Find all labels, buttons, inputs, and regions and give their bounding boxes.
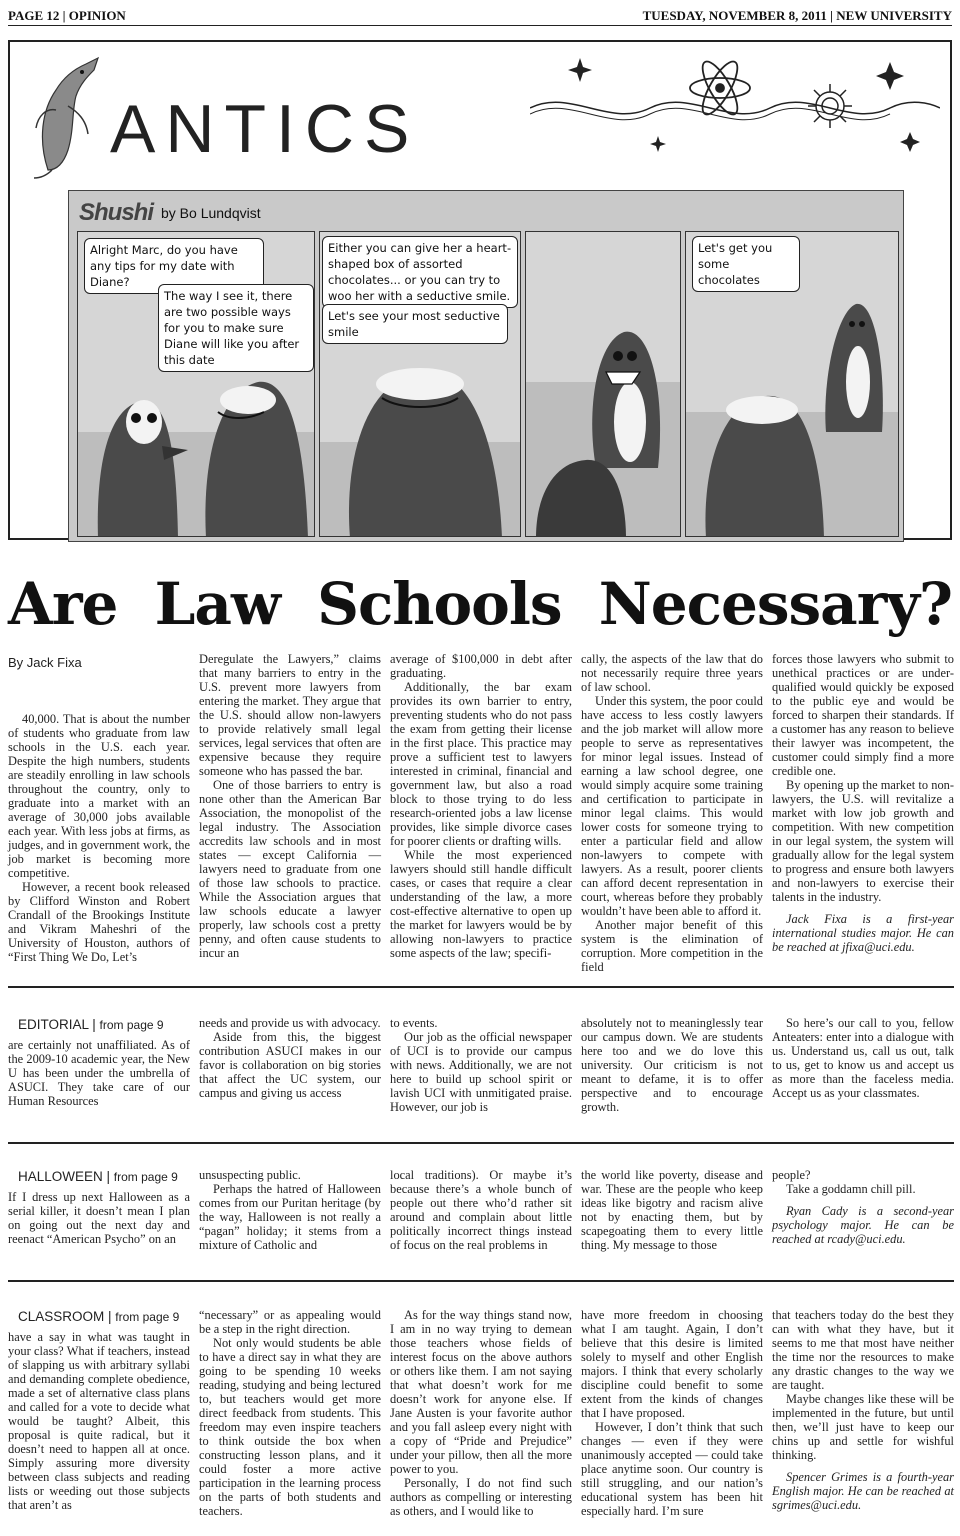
article-column-3 (390, 652, 572, 974)
paragraph: However, I don’t think that such changes — even if they were unanimously accepted — could take place anytime soon. Our country is still struggling, and our nation’s educational system has been hit especially hard. I’m sure (581, 1420, 763, 1518)
article-byline: By Jack Fixa (8, 655, 82, 670)
paragraph: to events. (390, 1016, 438, 1030)
article-body (8, 652, 954, 974)
editorial-column-1 (8, 1016, 190, 1114)
classroom-column-3 (390, 1308, 572, 1518)
comic-logo: Shushi (79, 199, 154, 226)
jump-label: HALLOWEEN | from page 9 (18, 1169, 178, 1184)
speech-bubble: Either you can give her a heart-shaped box of assorted chocolates... or you can try to woo her with a seductive smile. (322, 236, 518, 308)
paragraph: So here’s our call to you, fellow Anteaters: enter into a dialogue with us. Understand us, call us out, talk to us, get to know us and accept us as more than the faceless media. Accept us as your classmates. (772, 1016, 954, 1100)
article-column-1 (8, 652, 190, 974)
author-signature: Spencer Grimes is a fourth-year English major. He can be reached at sgrimes@uci.edu. (772, 1470, 954, 1512)
paragraph: that teachers today do the best they can with what they have, but it seems to me that most have neither the time nor the resources to make any drastic changes to the way we are taught. (772, 1308, 954, 1392)
masthead (8, 6, 952, 26)
headline-word: Law (154, 570, 280, 638)
jump-page: from page 9 (99, 1018, 164, 1032)
paragraph: Our job as the official newspaper of UCI is to provide our campus with news. Additionally, we are not here to build up school spirit or lavish UCI with unmitigated praise. However, our job is (390, 1030, 572, 1114)
comic-panel-3 (525, 231, 681, 537)
paragraph: Aside from this, the biggest contribution ASUCI makes in our favor is collaboration on big stories that affect the UC system, our campus and giving us access (199, 1030, 381, 1100)
paragraph: Under this system, the poor could have access to less costly lawyers and the job market will allow more people to serve as representatives for minor legal issues. Instead of earning a law school degree, one would simply acquire some training and certification to participate in minor legal claims. This would lower costs for someone trying to enter a particular field and allow non-lawyers to compete with lawyers. As a result, poorer clients can afford decent representation in court, whereas before they probably wouldn’t have been able to afford it. (581, 694, 763, 918)
anteater-mascot-icon (28, 50, 108, 180)
headline-word: Are (8, 570, 118, 638)
paragraph: One of those barriers to entry is none other than the American Bar Association, the monopolist of the legal industry. The Association accredits law schools and in most states — except California — lawyers need to graduate from one of those law schools to practice. While the Association argues that law schools educate a lawyer properly, law schools cost a pretty penny, and often cause students to incur an (199, 778, 381, 960)
paragraph: unsuspecting public. (199, 1168, 301, 1182)
comic-byline: by Bo Lundqvist (161, 205, 261, 221)
paragraph: the world like poverty, disease and war. These are the people who keep ideas like bigotry and racism alive not by enacting them, but by scapegoating them to every little thing. My message to those (581, 1168, 763, 1252)
headline-word: Necessary? (598, 570, 952, 638)
jump-name: HALLOWEEN (18, 1169, 103, 1184)
headline-word: Schools (317, 570, 562, 638)
halloween-column-4 (581, 1168, 763, 1252)
paragraph: Additionally, the bar exam provides its own barrier to entry, preventing students who do not pass the exam from getting their license in the first place. This practice may prove a sufficient test to lawyers interested in criminal, financial and government law, but also a road block to those trying to do less research-oriented jobs a law license provides, like simple divorce cases for poorer clients or drafting wills. (390, 680, 572, 848)
classroom-column-4 (581, 1308, 763, 1518)
article-column-4 (581, 652, 763, 974)
jump-page: from page 9 (113, 1170, 178, 1184)
paragraph: “necessary” or as appealing would be a step in the right direction. (199, 1308, 381, 1336)
paragraph: 40,000. That is about the number of students who graduate from law schools in the U.S. each year. Despite the high numbers, students are steadily enrolling in law schools throughout the country, only to graduate into a market with an average of 30,000 jobs available each year. With less jobs at firms, as judges, and in government work, the job market is becoming more competitive. (8, 712, 190, 880)
comic-panel-1 (77, 231, 315, 537)
paragraph: people? (772, 1168, 811, 1182)
comic-panel-4 (685, 231, 899, 537)
editorial-column-3 (390, 1016, 572, 1114)
speech-bubble: Let's get you some chocolates (692, 236, 800, 292)
article-headline (8, 570, 952, 638)
paragraph: Another major benefit of this system is the elimination of corruption. More competition in the field (581, 918, 763, 974)
halloween-column-3 (390, 1168, 572, 1252)
antics-section (8, 40, 952, 540)
paragraph: forces those lawyers who submit to unethical practices or are under-qualified would quickly be exposed to the public eye and would be forced to sharpen their standards. If a customer has any reason to believe their lawyer was incompetent, the customer could simply find a more credible one. (772, 652, 954, 778)
speech-bubble: Alright Marc, do you have any tips for my date with Diane? (84, 238, 264, 294)
antics-title: ANTICS (110, 91, 420, 167)
paragraph: have a say in what was taught in your class? What if teachers, instead of slapping us with arbitrary syllabi and demanding complete obedience, made a set of alternative class plans and called for a vote to decide what would be taught? Albeit, this proposal is quite radical, but it doesn’t need to happen all at once. Simply assuring more diversity between class subjects and reading lists or weeding out those subjects that aren’t as (8, 1330, 190, 1512)
paragraph: Take a goddamn chill pill. (786, 1182, 916, 1196)
paragraph: absolutely not to meaninglessly tear our campus down. We are students here too and we do love this university. Our criticism is not meant to defame, it is to offer perspective and to encourage growth. (581, 1016, 763, 1114)
paragraph: cally, the aspects of the law that do not necessarily require three years of law school. (581, 652, 763, 694)
section-divider (8, 986, 954, 988)
halloween-column-1 (8, 1168, 190, 1252)
paragraph: By opening up the market to non-lawyers, the U.S. will revitalize a market with low job growth and competition. With new competition in our legal system, the system will gradually allow for the legal system to progress and ensure both lawyers and non-lawyers to exercise their talents in the industry. (772, 778, 954, 904)
classroom-column-5 (772, 1308, 954, 1518)
smiling-penguin-icon (526, 232, 681, 537)
speech-bubble: Let's see your most seductive smile (322, 304, 508, 344)
paragraph: Personally, I do not find such authors as compelling or interesting as others, and I would like to (390, 1476, 572, 1518)
jump-name: EDITORIAL (18, 1017, 89, 1032)
comic-header (69, 191, 903, 231)
paragraph: have more freedom in choosing what I am taught. Again, I don’t believe that this desire is limited solely to myself and other English majors. I think that every scholarly discipline could benefit to some extent from the kinds of changes that I have proposed. (581, 1308, 763, 1420)
paragraph: However, a recent book released by Clifford Winston and Robert Crandall of the Brookings Institute and Vikram Maheshri of the University of Houston, authors of “First Thing We Do, Let’s (8, 880, 190, 964)
author-signature: Jack Fixa is a first-year international studies major. He can be reached at jfixa@uci.edu. (772, 912, 954, 954)
section-divider (8, 1280, 954, 1282)
jump-page: from page 9 (115, 1310, 180, 1324)
comic-strip (68, 190, 904, 542)
paragraph: average of $100,000 in debt after graduating. (390, 652, 572, 680)
page-section-label: PAGE 12 | OPINION (8, 8, 126, 23)
issue-date-label: TUESDAY, NOVEMBER 8, 2011 | NEW UNIVERSITY (642, 8, 952, 23)
paragraph: As for the way things stand now, I am in no way trying to demean those teachers whose fields of interest focus on the above authors or others like them. I am not saying that what doesn’t work for me doesn’t work for anyone else. If Jane Austen is your favorite author and you fall asleep every night with a copy of “Pride and Prejudice” under your pillow, then all the more power to you. (390, 1308, 572, 1476)
halloween-column-5 (772, 1168, 954, 1252)
section-divider (8, 1142, 954, 1144)
paragraph: are certainly not unaffiliated. As of the 2009-10 academic year, the New U has been under the umbrella of ASUCI. They take care of our Human Resources (8, 1038, 190, 1108)
classroom-jump (8, 1308, 954, 1518)
paragraph: Deregulate the Lawyers,” claims that many barriers to entry in the U.S. prevent more lawyers from entering the market. They argue that the U.S. should allow non-lawyers to provide relatively small legal services, legal services that often are expensive because they require someone who has passed the bar. (199, 652, 381, 778)
halloween-column-2 (199, 1168, 381, 1252)
editorial-jump (8, 1016, 954, 1114)
paragraph: While the most experienced lawyers should still handle difficult cases, or cases that require a clear understanding of the law, a more cost-effective alternative to open up the market for lawyers would be by allowing non-lawyers to practice some aspects of the law; specifi- (390, 848, 572, 960)
classroom-column-2 (199, 1308, 381, 1518)
atom-star-doodles-icon (530, 48, 940, 168)
paragraph: Perhaps the hatred of Halloween comes from our Puritan heritage (by the way, Halloween is not really a “pagan” holiday; it stems from a mixture of Catholic and (199, 1182, 381, 1252)
jump-label: CLASSROOM | from page 9 (18, 1309, 180, 1324)
editorial-column-2 (199, 1016, 381, 1114)
comic-panel-2 (319, 231, 521, 537)
classroom-column-1 (8, 1308, 190, 1518)
editorial-column-4 (581, 1016, 763, 1114)
editorial-column-5 (772, 1016, 954, 1114)
paragraph: needs and provide us with advocacy. (199, 1016, 381, 1030)
jump-label: EDITORIAL | from page 9 (18, 1017, 164, 1032)
speech-bubble: The way I see it, there are two possible ways for you to make sure Diane will like you after this date (158, 284, 314, 372)
paragraph: Not only would students be able to have a direct say in what they are going to be spending 10 weeks reading, studying and being lectured to, but teachers would get more direct feedback from students. This freedom may even inspire teachers to think outside the box when constructing lesson plans, and it could foster a more active participation in the learning process on the parts of both students and teachers. (199, 1336, 381, 1518)
article-column-2 (199, 652, 381, 974)
author-signature: Ryan Cady is a second-year psychology major. He can be reached at rcady@uci.edu. (772, 1204, 954, 1246)
article-column-5 (772, 652, 954, 974)
paragraph: If I dress up next Halloween as a serial killer, it doesn’t mean I plan on going out the next day and reenact “American Psycho” on an (8, 1190, 190, 1246)
paragraph: local traditions). Or maybe it’s because there’s a whole bunch of people out there who’d rather sit around and complain about little politically incorrect things instead of focus on the real problems in (390, 1168, 572, 1252)
jump-name: CLASSROOM (18, 1309, 105, 1324)
paragraph: Maybe changes like these will be implemented in the future, but until then, we’ll just have to keep our chins up and settle for wishful thinking. (772, 1392, 954, 1462)
halloween-jump (8, 1168, 954, 1252)
